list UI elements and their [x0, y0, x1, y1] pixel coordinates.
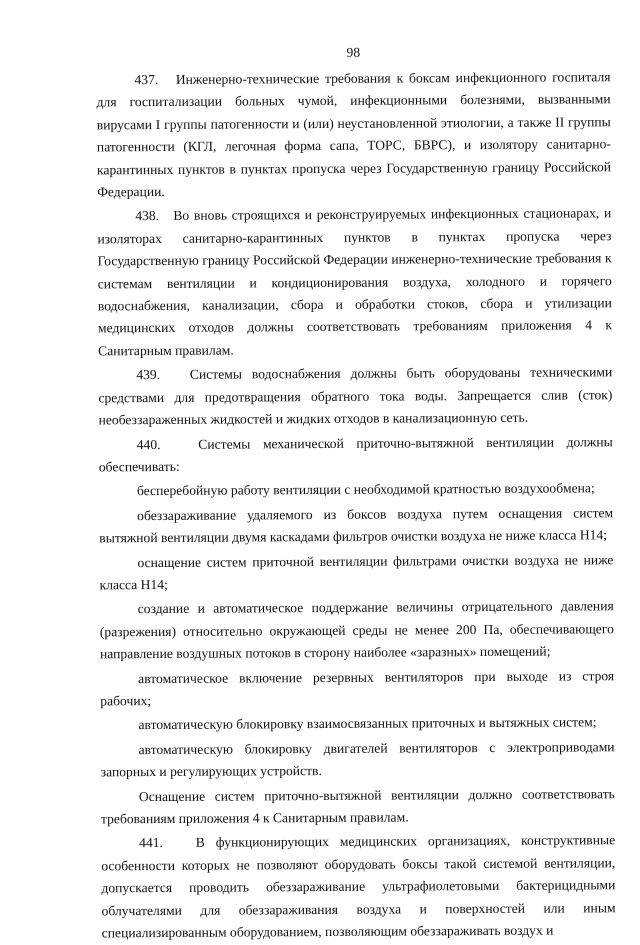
list-item-motor-interlock: автоматическую блокировку двигателей вентиляторов с электроприводами запорных и регулирующих устройств. [100, 738, 615, 780]
list-item-system-interlock: автоматическую блокировку взаимосвязанных приточных и вытяжных систем; [138, 714, 597, 733]
paragraph-441: 441. В функционирующих медицинских организациях, конструктивные особенности которых не позволяют оборудовать боксы такой системой вентиляции, допускается проводить обеззараживание ультрафиолетовыми бактерицидными облучателями для обеззараживания воздуха и поверхностей или иным специализированным оборудованием, позволяющим обеззараживать воздух и [101, 832, 616, 941]
list-item-reserve-fans: автоматическое включение резервных вентиляторов при выходе из строя рабочих; [100, 667, 615, 709]
page-number: 98 [346, 44, 361, 60]
list-item-ventilation: бесперебойную работу вентиляции с необходимой кратностью воздухообмена; [136, 480, 595, 499]
list-item-disinfection: обеззараживание удаляемого из боксов воздуха путем оснащения систем вытяжной вентиляции двумя каскадами фильтров очистки воздуха не ниже класса Н14; [99, 504, 614, 546]
paragraph-440: 440. Системы механической приточно-вытяжной вентиляции должны обеспечивать: [98, 433, 613, 475]
paragraph-439: 439. Системы водоснабжения должны быть оборудованы техническими средствами для предотвращения обратного тока воды. Запрещается слив (сток) необеззараженных жидкостей и жидких отходов в канализационную сеть. [98, 364, 613, 428]
list-item-supply-filters: оснащение систем приточной вентиляции фильтрами очистки воздуха не ниже класса Н14; [99, 551, 614, 593]
paragraph-438: 438. Во вновь строящихся и реконструируемых инфекционных стационарах, и изоляторах санитарно-карантинных пунктов в пунктах пропуска через Государственную границу Российской Федерации инженерно-технические требования к системам вентиляции и кондиционирования воздуха, холодного и горячего водоснабжения, канализации, сбора и обработки стоков, сбора и утилизации медицинских отходов должны соответствовать требованиям приложения 4 к Санитарным правилам. [97, 205, 613, 359]
paragraph-equipment-requirements: Оснащение систем приточно-вытяжной вентиляции должно соответствовать требованиям приложения 4 к Санитарным правилам. [100, 785, 615, 827]
paragraph-437: 437. Инженерно-технические требования к боксам инфекционного госпиталя для госпитализации больных чумой, инфекционными болезнями, вызванными вирусами I группы патогенности и (или) неустановленной этиологии, а также II группы патогенности (КГЛ, легочная форма сапа, ТОРС, БВРС), и изолятору санитарно-карантинных пунктов в пунктах пропуска через Государственную границу Российской Федерации. [96, 69, 612, 200]
list-item-negative-pressure: создание и автоматическое поддержание величины отрицательного давления (разрежения) относительно окружающей среды не менее 200 Па, обеспечивающего направление воздушных потоков в сторону наиболее «заразных» помещений; [99, 598, 614, 662]
